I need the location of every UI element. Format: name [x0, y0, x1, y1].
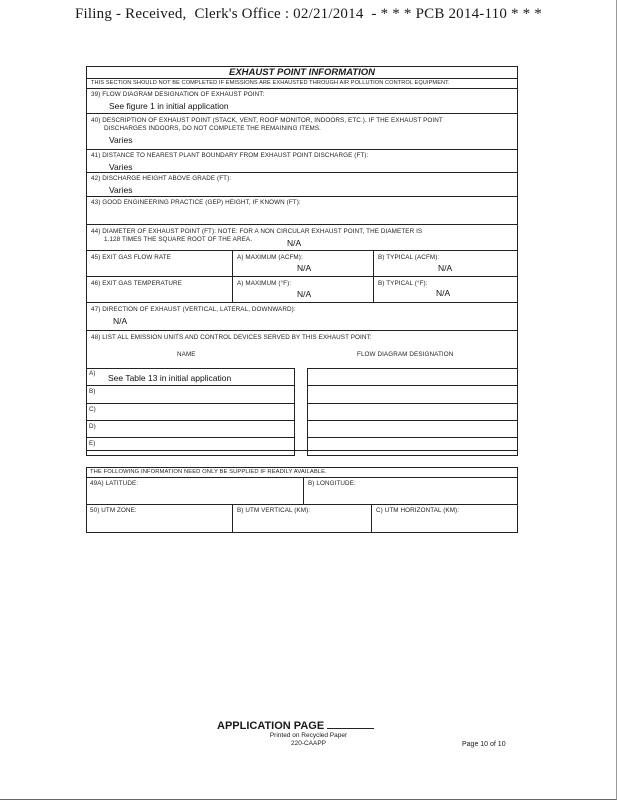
q46-max-label: A) MAXIMUM (°F):	[237, 280, 292, 287]
q46-max-cell	[232, 277, 373, 302]
q41-label: 41) DISTANCE TO NEAREST PLANT BOUNDARY FROM EXHAUST POINT DISCHARGE (FT):	[91, 152, 369, 159]
section-note: THIS SECTION SHOULD NOT BE COMPLETED IF EMISSIONS ARE EXHAUSTED THROUGH AIR POLLUTION CONTROL EQUIPMENT.	[91, 80, 450, 86]
utm-zone-label: 50) UTM ZONE:	[90, 507, 137, 514]
q45-row	[87, 251, 517, 277]
q45-typ-value[interactable]: N/A	[438, 263, 453, 273]
q41-value[interactable]: Varies	[109, 162, 133, 172]
utm-row	[87, 505, 517, 532]
q45-typ-cell	[373, 251, 517, 276]
q44-label-line2: 1.128 TIMES THE SQUARE ROOT OF THE AREA.	[104, 236, 253, 243]
stamp-case: - * * * PCB 2014-110 * * *	[371, 6, 542, 22]
utm-vertical-label: B) UTM VERTICAL (KM):	[237, 507, 311, 514]
unit-a-letter: A)	[89, 370, 96, 377]
utm-horizontal-label: C) UTM HORIZONTAL (KM):	[376, 507, 460, 514]
footer-title	[217, 718, 374, 732]
q45-max-cell	[232, 251, 373, 276]
printed-note: Printed on Recycled Paper	[269, 732, 348, 739]
q39-label: 39) FLOW DIAGRAM DESIGNATION OF EXHAUST POINT:	[91, 91, 265, 98]
stamp-office: Clerk's Office : 02/21/2014	[194, 6, 364, 22]
q41-row	[87, 150, 517, 173]
q48-col-name: NAME	[177, 351, 196, 358]
q48-label: 48) LIST ALL EMISSION UNITS AND CONTROL DEVICES SERVED BY THIS EXHAUST POINT:	[91, 334, 372, 341]
q44-row	[87, 225, 517, 251]
latitude-label: 49A) LATITUDE:	[90, 480, 139, 487]
utm-vertical-cell[interactable]	[232, 505, 371, 532]
q46-label-cell	[87, 277, 232, 302]
longitude-cell[interactable]	[303, 478, 517, 504]
flow-designation-box	[307, 368, 518, 456]
q46-label: 46) EXIT GAS TEMPERATURE	[91, 280, 182, 287]
q46-typ-label: B) TYPICAL (°F):	[378, 280, 428, 287]
utm-zone-cell[interactable]	[87, 505, 232, 532]
q45-label: 45) EXIT GAS FLOW RATE	[91, 254, 171, 261]
location-note: THE FOLLOWING INFORMATION NEED ONLY BE SUPPLIED IF READILY AVAILABLE.	[90, 469, 327, 475]
unit-e-letter: E)	[89, 440, 96, 447]
q45-typ-label: B) TYPICAL (ACFM):	[378, 254, 440, 261]
q47-row	[87, 303, 517, 331]
q40-label-line2: DISCHARGES INDOORS, DO NOT COMPLETE THE REMAINING ITEMS.	[104, 125, 322, 132]
unit-d-letter: D)	[89, 423, 96, 430]
section-title: EXHAUST POINT INFORMATION	[87, 67, 517, 79]
q45-max-value[interactable]: N/A	[297, 263, 312, 273]
q48-col-flow: FLOW DIAGRAM DESIGNATION	[357, 351, 454, 358]
utm-horizontal-cell[interactable]	[371, 505, 517, 532]
q42-row	[87, 173, 517, 197]
q44-label-line1: 44) DIAMETER OF EXHAUST POINT (FT): NOTE: FOR A NON CIRCULAR EXHAUST POINT, THE DIAMETER IS	[91, 228, 423, 235]
q42-label: 42) DISCHARGE HEIGHT ABOVE GRADE (FT):	[91, 175, 232, 182]
q47-label: 47) DIRECTION OF EXHAUST (VERTICAL, LATERAL, DOWNWARD):	[91, 306, 296, 313]
q47-value[interactable]: N/A	[113, 316, 128, 326]
application-page-blank[interactable]	[327, 718, 374, 729]
q40-label-line1: 40) DESCRIPTION OF EXHAUST POINT (STACK, VENT, ROOF MONITOR, INDOORS, ETC.). IF THE EXHAUST POINT	[91, 117, 443, 124]
q40-row	[87, 114, 517, 150]
q39-row	[87, 89, 517, 114]
emission-units-list	[86, 368, 518, 456]
filing-stamp	[0, 6, 617, 23]
latlong-row	[87, 478, 517, 505]
q46-row	[87, 277, 517, 303]
q45-max-label: A) MAXIMUM (ACFM):	[237, 254, 303, 261]
q43-row	[87, 197, 517, 225]
q45-label-cell	[87, 251, 232, 276]
latitude-cell[interactable]	[87, 478, 303, 504]
q43-label: 43) GOOD ENGINEERING PRACTICE (GEP) HEIGHT, IF KNOWN (FT):	[91, 199, 301, 206]
q42-value[interactable]: Varies	[109, 185, 133, 195]
q46-typ-cell	[373, 277, 517, 302]
longitude-label: B) LONGITUDE:	[308, 480, 356, 487]
location-form	[86, 467, 518, 533]
stamp-filing: Filing - Received,	[75, 6, 187, 22]
page-number: Page 10 of 10	[462, 741, 506, 748]
location-note-row	[87, 468, 517, 478]
q40-value[interactable]: Varies	[109, 135, 133, 145]
q39-value[interactable]: See figure 1 in initial application	[109, 101, 229, 111]
form-code: 220-CAAPP	[290, 740, 327, 747]
q44-value[interactable]: N/A	[287, 238, 302, 248]
application-page-label: APPLICATION PAGE	[217, 720, 325, 732]
unit-c-letter: C)	[89, 406, 96, 413]
unit-a-name[interactable]: See Table 13 in initial application	[108, 373, 232, 383]
unit-b-letter: B)	[89, 388, 96, 395]
q46-typ-value[interactable]: N/A	[436, 288, 451, 298]
section-note-row	[87, 79, 517, 89]
q46-max-value[interactable]: N/A	[297, 289, 312, 299]
